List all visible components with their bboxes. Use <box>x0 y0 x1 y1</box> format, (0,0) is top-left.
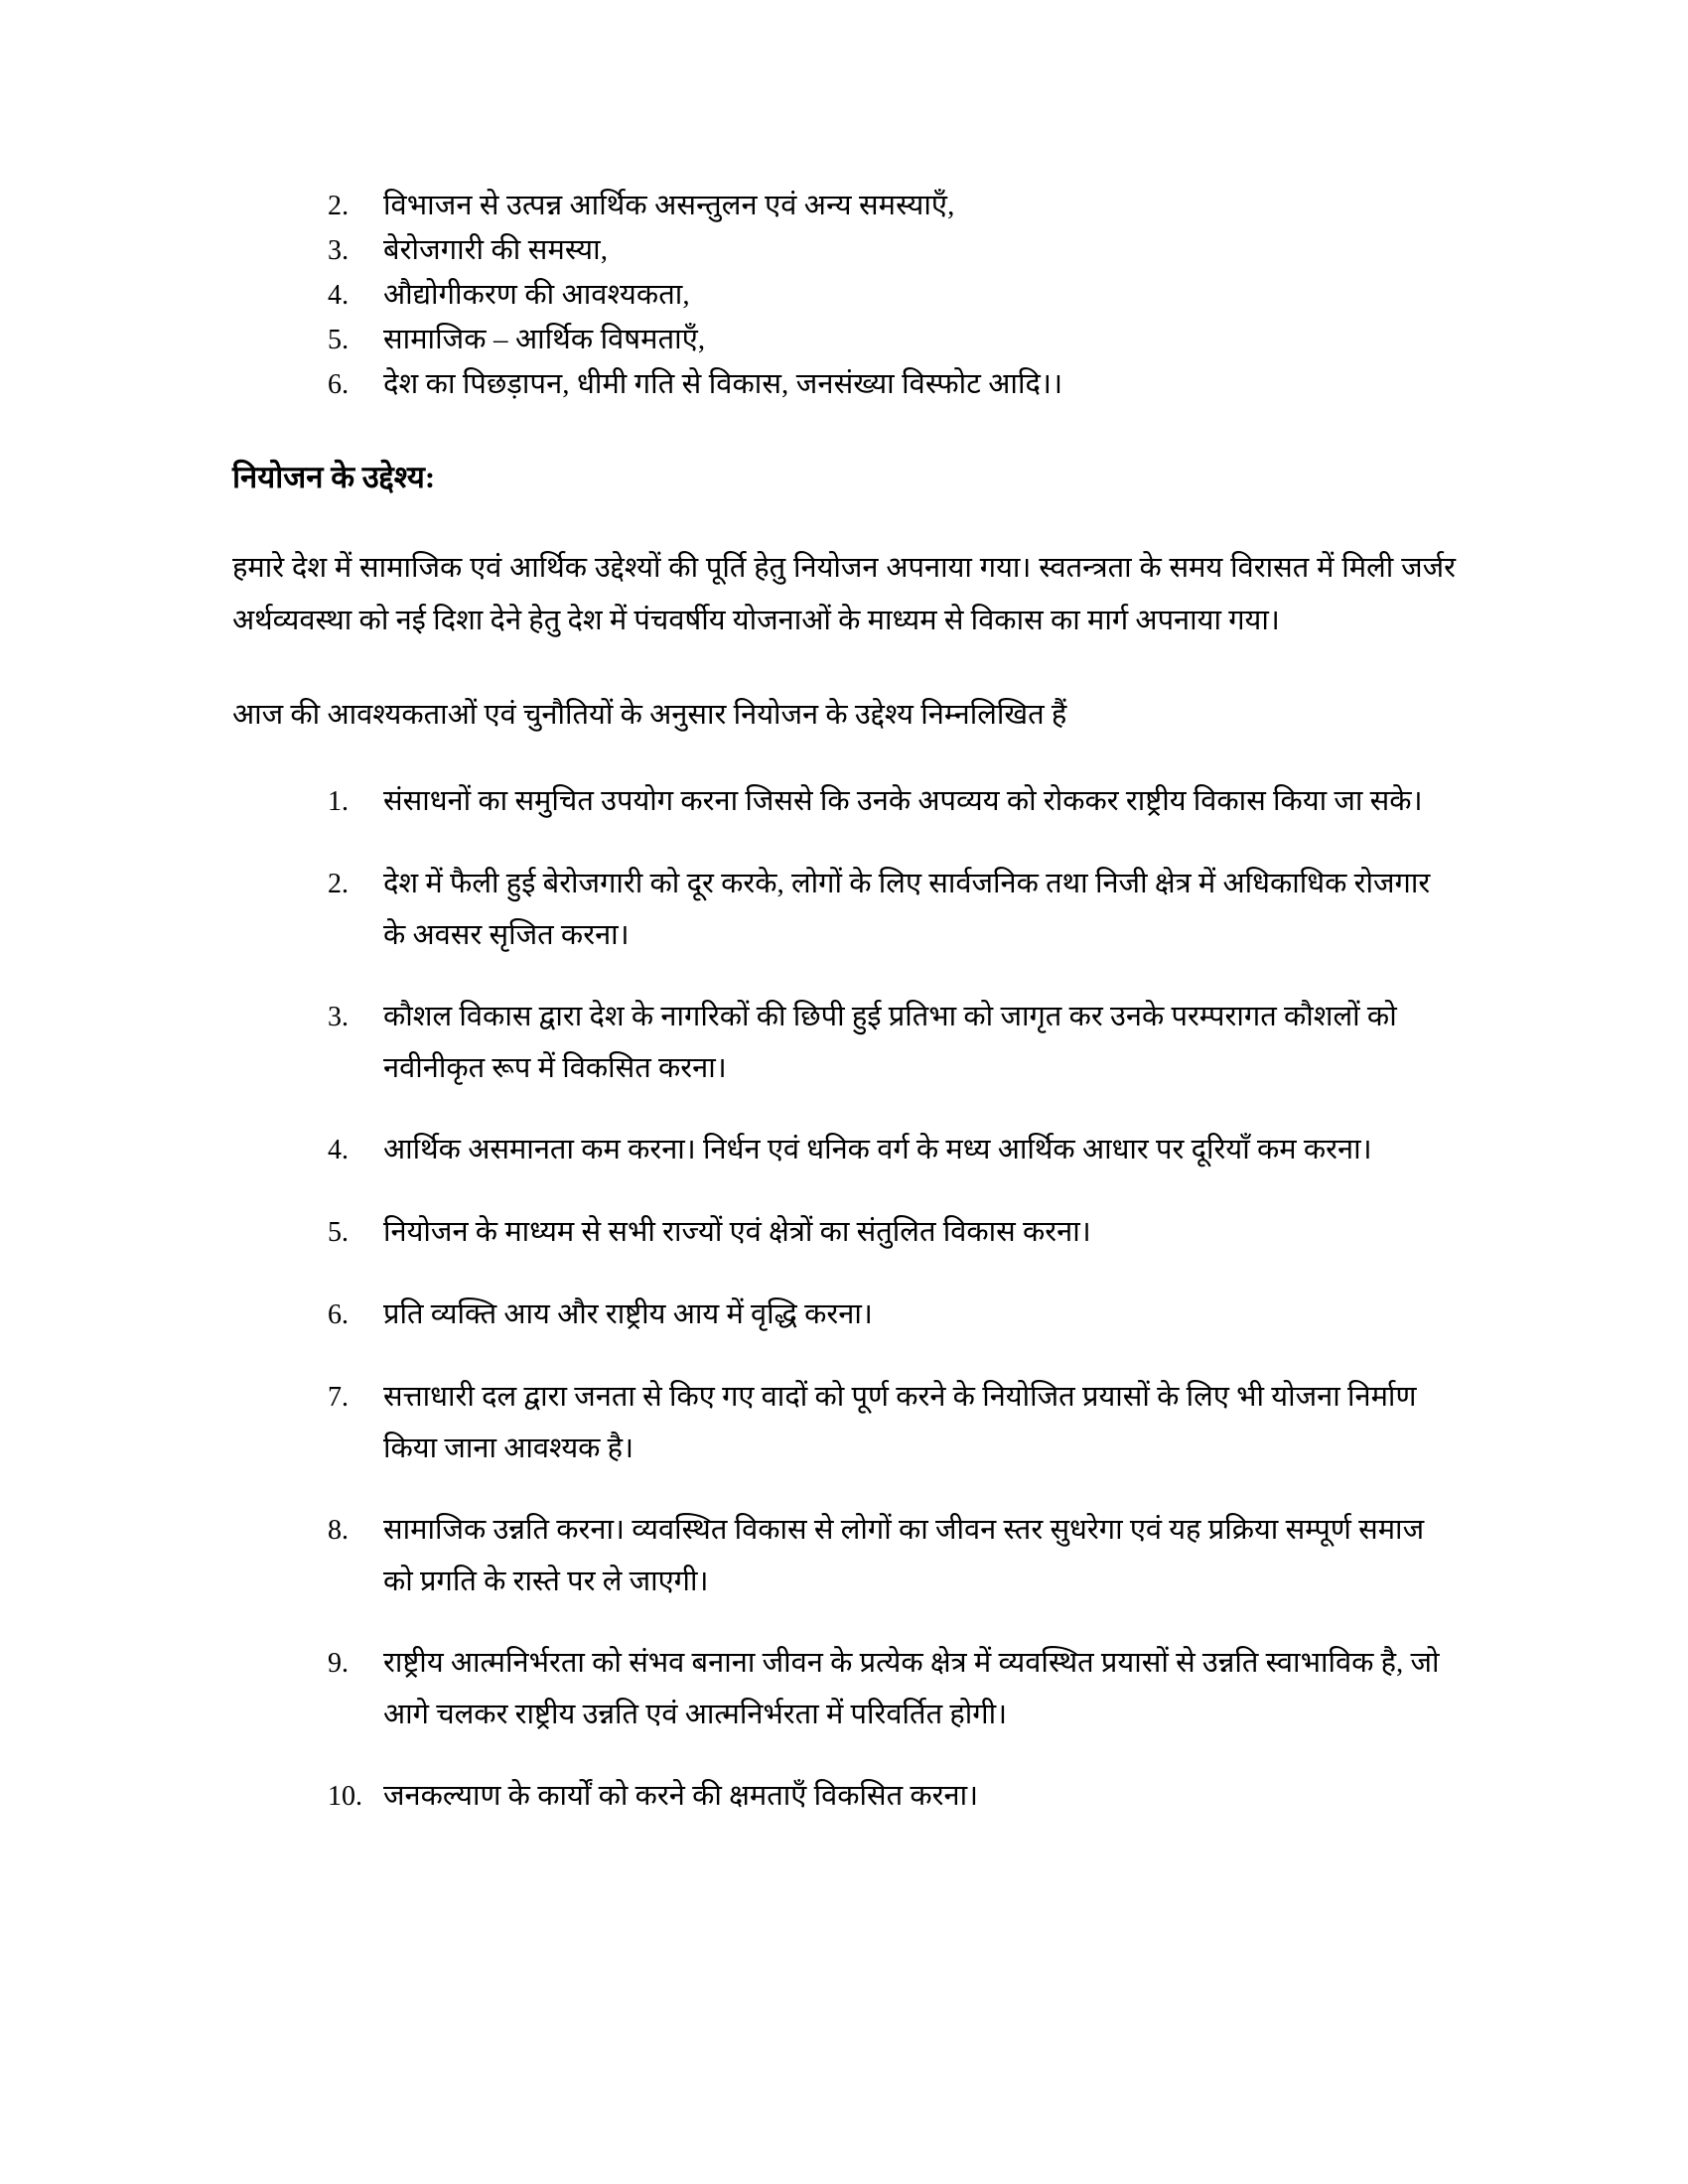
list-item-text: देश में फैली हुई बेरोजगारी को दूर करके, लोगों के लिए सार्वजनिक तथा निजी क्षेत्र में अधिकाधिक रोजगार के अवसर सृजित करना। <box>383 868 1431 951</box>
list-item-text: औद्योगीकरण की आवश्यकता, <box>383 279 690 311</box>
list-item-text: सत्ताधारी दल द्वारा जनता से किए गए वादों को पूर्ण करने के नियोजित प्रयासों के लिए भी योजना निर्माण किया जाना आवश्यक है। <box>383 1381 1417 1464</box>
list-marker: 7. <box>328 1382 349 1413</box>
list-item <box>328 858 1456 961</box>
list-item-text: आर्थिक असमानता कम करना। निर्धन एवं धनिक वर्ग के मध्य आर्थिक आधार पर दूरियाँ कम करना। <box>383 1134 1372 1165</box>
list-item <box>328 1504 1456 1607</box>
list-marker: 6. <box>328 1299 349 1330</box>
list-item-text: प्रति व्यक्ति आय और राष्ट्रीय आय में वृद्धि करना। <box>383 1298 873 1330</box>
list-item <box>328 362 1456 407</box>
list-item-text: जनकल्याण के कार्यों को करने की क्षमताएँ विकसित करना। <box>383 1780 979 1812</box>
list-item <box>328 1206 1456 1259</box>
planning-objectives-list <box>232 775 1456 1823</box>
list-item-text: देश का पिछड़ापन, धीमी गति से विकास, जनसंख्या विस्फोट आदि।। <box>383 368 1063 400</box>
list-item <box>328 991 1456 1094</box>
list-item <box>328 1124 1456 1176</box>
list-item-text: बेरोजगारी की समस्या, <box>383 234 609 266</box>
list-item <box>328 775 1456 828</box>
list-item <box>328 184 1456 228</box>
list-item-text: राष्ट्रीय आत्मनिर्भरता को संभव बनाना जीवन के प्रत्येक क्षेत्र में व्यवस्थित प्रयासों से उन्नति स्वाभाविक है, जो आगे चलकर राष्ट्रीय उन्नति एवं आत्मनिर्भरता में परिवर्तित होगी। <box>383 1647 1440 1730</box>
list-item-text: नियोजन के माध्यम से सभी राज्यों एवं क्षेत्रों का संतुलित विकास करना। <box>383 1216 1091 1248</box>
list-item-text: सामाजिक उन्नति करना। व्यवस्थित विकास से लोगों का जीवन स्तर सुधरेगा एवं यह प्रक्रिया सम्पूर्ण समाज को प्रगति के रास्ते पर ले जाएगी। <box>383 1514 1425 1597</box>
list-item-text: विभाजन से उत्पन्न आर्थिक असन्तुलन एवं अन्य समस्याएँ, <box>383 190 955 221</box>
list-item <box>328 318 1456 362</box>
list-marker: 2. <box>328 191 350 221</box>
section-heading: नियोजन के उद्देश्य: <box>232 460 436 494</box>
intro-paragraph: हमारे देश में सामाजिक एवं आर्थिक उद्देश्यों की पूर्ति हेतु नियोजन अपनाया गया। स्वतन्त्रता के समय विरासत में मिली जर्जर अर्थव्यवस्था को नई दिशा देने हेतु देश में पंचवर्षीय योजनाओं के माध्यम से विकास का मार्ग अपनाया गया। <box>232 552 1456 636</box>
list-marker: 5. <box>328 1217 349 1248</box>
list-marker: 2. <box>328 869 349 899</box>
list-item <box>328 1371 1456 1474</box>
list-marker: 3. <box>328 1002 349 1032</box>
list-marker: 9. <box>328 1648 349 1679</box>
list-item <box>328 228 1456 273</box>
list-marker: 1. <box>328 786 349 817</box>
list-item-text: संसाधनों का समुचित उपयोग करना जिससे कि उनके अपव्यय को रोककर राष्ट्रीय विकास किया जा सके। <box>383 785 1423 817</box>
list-item <box>328 1770 1456 1823</box>
list-marker: 5. <box>328 325 350 355</box>
list-marker: 8. <box>328 1515 349 1546</box>
list-item <box>328 1289 1456 1341</box>
list-marker: 3. <box>328 235 350 266</box>
list-marker: 10. <box>328 1781 362 1812</box>
problems-list-continued <box>232 184 1456 407</box>
lead-in-paragraph: आज की आवश्यकताओं एवं चुनौतियों के अनुसार नियोजन के उद्देश्य निम्नलिखित हैं <box>232 699 1067 731</box>
page-content <box>228 184 1460 1823</box>
list-item-text: कौशल विकास द्वारा देश के नागरिकों की छिपी हुई प्रतिभा को जागृत कर उनके परम्परागत कौशलों को नवीनीकृत रूप में विकसित करना। <box>383 1001 1397 1084</box>
list-item <box>328 273 1456 318</box>
list-item <box>328 1637 1456 1740</box>
list-marker: 4. <box>328 280 350 311</box>
list-item-text: सामाजिक – आर्थिक विषमताएँ, <box>383 324 706 355</box>
list-marker: 6. <box>328 369 350 400</box>
list-marker: 4. <box>328 1135 349 1165</box>
